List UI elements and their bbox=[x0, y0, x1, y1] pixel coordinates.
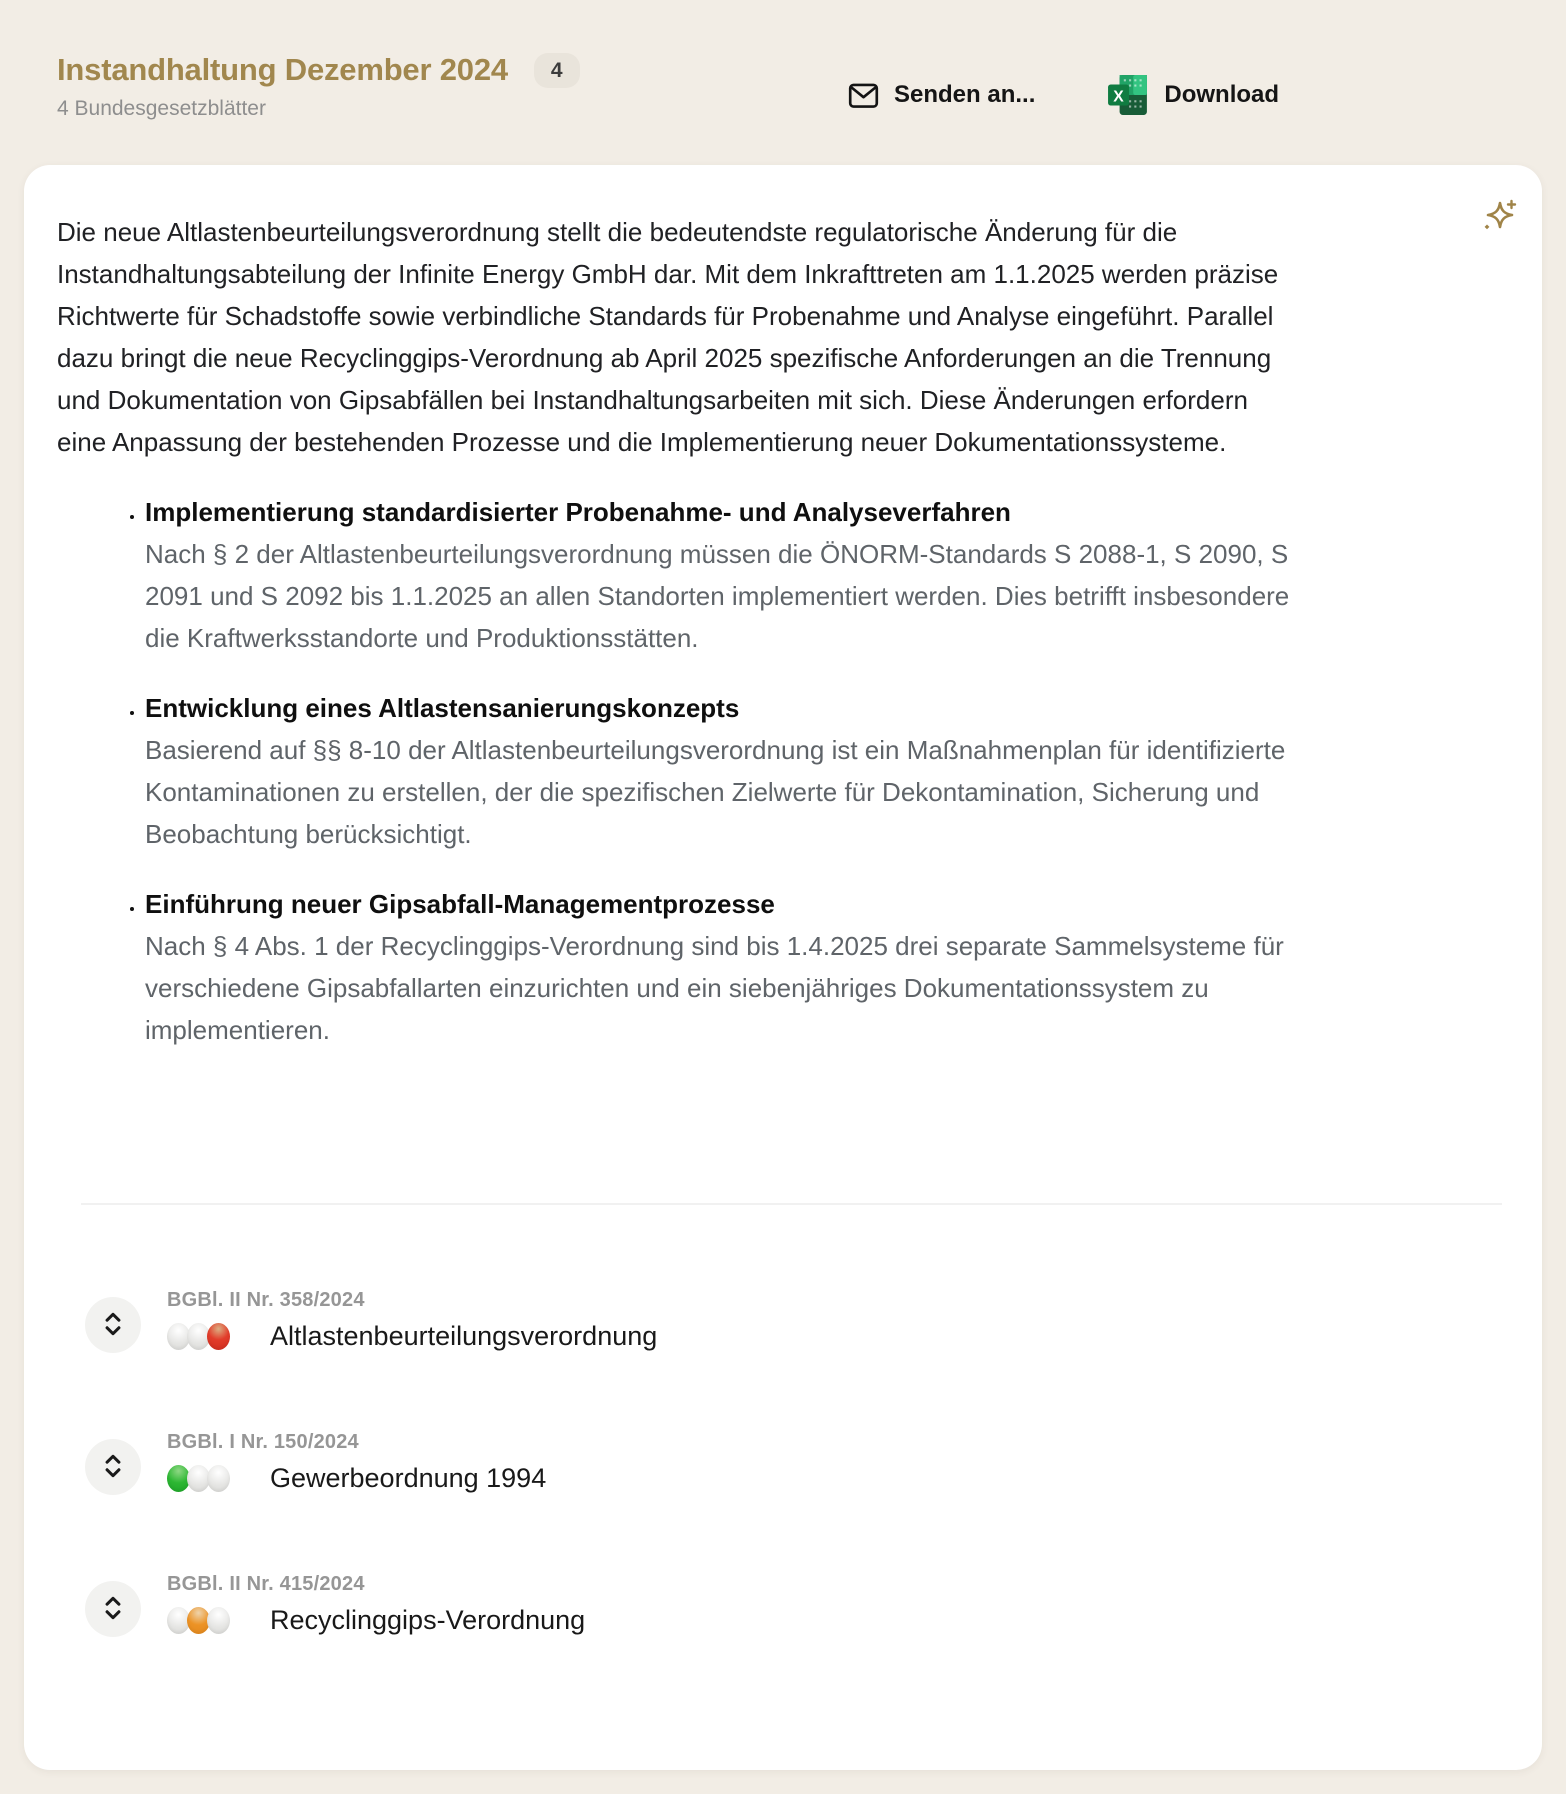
page-subtitle: 4 Bundesgesetzblätter bbox=[57, 97, 266, 120]
page-title: Instandhaltung Dezember 2024 bbox=[57, 52, 508, 87]
reorder-icon bbox=[100, 1594, 126, 1625]
bullet-title: • Entwicklung eines Altlastensanierungskonzepts bbox=[145, 693, 740, 723]
law-row bbox=[85, 1431, 1502, 1495]
law-main bbox=[167, 1463, 546, 1494]
law-row bbox=[85, 1573, 1502, 1637]
law-ref: BGBl. I Nr. 150/2024 bbox=[167, 1431, 359, 1453]
law-ref: BGBl. II Nr. 358/2024 bbox=[167, 1289, 365, 1311]
traffic-light-indicator bbox=[167, 1607, 230, 1634]
bullet-title: • Implementierung standardisierter Probenahme- und Analyseverfahren bbox=[145, 497, 1011, 527]
summary-bullet bbox=[145, 883, 1327, 1051]
reorder-button[interactable] bbox=[85, 1439, 141, 1495]
reorder-button[interactable] bbox=[85, 1581, 141, 1637]
header-actions bbox=[848, 74, 1279, 116]
traffic-light-off bbox=[207, 1607, 230, 1634]
traffic-light-red bbox=[207, 1323, 230, 1350]
law-list bbox=[85, 1289, 1502, 1637]
count-badge: 4 bbox=[534, 53, 580, 88]
summary-bullet bbox=[145, 687, 1327, 855]
divider bbox=[81, 1203, 1502, 1205]
reorder-icon bbox=[100, 1452, 126, 1483]
send-to-label: Senden an... bbox=[894, 81, 1036, 108]
bullet-body: Basierend auf §§ 8-10 der Altlastenbeurteilungsverordnung ist ein Maßnahmenplan für identifizierte Kontaminationen zu erstellen, der die spezifischen Zielwerte für Dekontamination, Sicherung und Beobachtung berücksichtigt. bbox=[145, 735, 1286, 849]
traffic-light-off bbox=[207, 1465, 230, 1492]
law-content bbox=[167, 1573, 585, 1636]
header bbox=[0, 0, 1566, 152]
excel-icon bbox=[1107, 74, 1149, 116]
summary-card bbox=[24, 165, 1542, 1770]
traffic-light-indicator bbox=[167, 1323, 230, 1350]
download-label: Download bbox=[1164, 81, 1280, 108]
bullet-body: Nach § 4 Abs. 1 der Recyclinggips-Verordnung sind bis 1.4.2025 drei separate Sammelsysteme für verschiedene Gipsabfallarten einzurichten und ein siebenjähriges Dokumentationssystem zu implementieren. bbox=[145, 931, 1284, 1045]
law-ref: BGBl. II Nr. 415/2024 bbox=[167, 1573, 365, 1595]
law-main bbox=[167, 1321, 657, 1352]
law-main bbox=[167, 1605, 585, 1636]
law-row bbox=[85, 1289, 1502, 1353]
summary-paragraph: Die neue Altlastenbeurteilungsverordnung stellt die bedeutendste regulatorische Änderung für die Instandhaltungsabteilung der Infinite Energy GmbH dar. Mit dem Inkrafttreten am 1.1.2025 werden präzise Richtwerte für Schadstoffe sowie verbindliche Standards für Probenahme und Analyse eingeführt. Parallel dazu bringt die neue Recyclinggips-Verordnung ab April 2025 spezifische Anforderungen an die Trennung und Dokumentation von Gipsabfällen bei Instandhaltungsarbeiten mit sich. Diese Änderungen erfordern eine Anpassung der bestehenden Prozesse und die Implementierung neuer Dokumentationssysteme. bbox=[57, 217, 1279, 457]
sparkle-icon[interactable] bbox=[1476, 195, 1520, 240]
law-title[interactable]: Altlastenbeurteilungsverordnung bbox=[270, 1321, 658, 1351]
traffic-light-indicator bbox=[167, 1465, 230, 1492]
svg-text:X: X bbox=[1113, 88, 1125, 106]
reorder-button[interactable] bbox=[85, 1297, 141, 1353]
bullet-body: Nach § 2 der Altlastenbeurteilungsverordnung müssen die ÖNORM-Standards S 2088-1, S 2090, S 2091 und S 2092 bis 1.1.2025 an allen Standorten implementiert werden. Dies betrifft insbesondere die Kraftwerksstandorte und Produktionsstätten. bbox=[145, 539, 1290, 653]
law-title[interactable]: Gewerbeordnung 1994 bbox=[270, 1463, 547, 1493]
law-content bbox=[167, 1431, 546, 1494]
summary-bullets bbox=[57, 491, 1327, 1051]
download-button[interactable] bbox=[1107, 74, 1279, 116]
title-row bbox=[57, 52, 1542, 88]
law-content bbox=[167, 1289, 657, 1352]
bullet-title: • Einführung neuer Gipsabfall-Managementprozesse bbox=[145, 889, 775, 919]
summary-bullet bbox=[145, 491, 1327, 659]
reorder-icon bbox=[100, 1310, 126, 1341]
mail-icon bbox=[848, 81, 879, 110]
law-title[interactable]: Recyclinggips-Verordnung bbox=[270, 1605, 586, 1635]
send-to-button[interactable] bbox=[848, 81, 1035, 110]
